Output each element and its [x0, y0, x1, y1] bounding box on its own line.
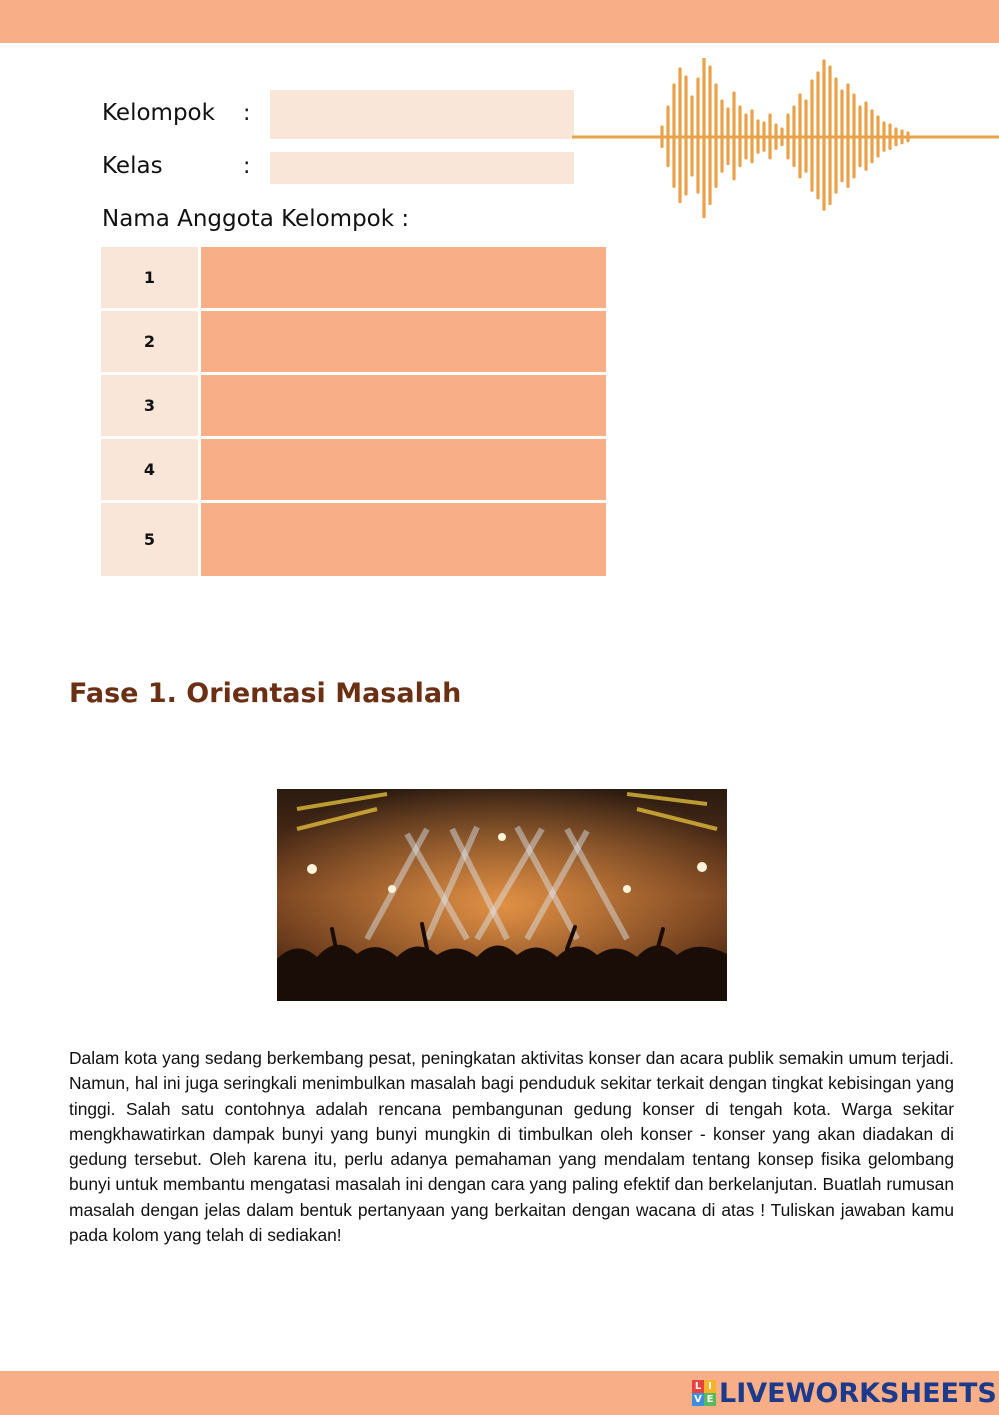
members-table — [101, 247, 606, 579]
phase-title: Fase 1. Orientasi Masalah — [69, 678, 462, 709]
brand-name: LIVEWORKSHEETS — [719, 1377, 997, 1409]
member-row — [101, 247, 606, 308]
member-name-input[interactable] — [201, 375, 606, 436]
class-colon: : — [243, 154, 251, 179]
member-name-input[interactable] — [201, 311, 606, 372]
member-name-input[interactable] — [201, 439, 606, 500]
group-label: Kelompok — [102, 100, 215, 126]
class-label: Kelas — [102, 153, 163, 179]
members-label: Nama Anggota Kelompok : — [102, 206, 410, 232]
liveworksheets-icon — [692, 1380, 716, 1406]
member-name-input[interactable] — [201, 503, 606, 576]
member-number: 4 — [101, 439, 198, 500]
member-number: 3 — [101, 375, 198, 436]
member-row — [101, 439, 606, 500]
member-number: 5 — [101, 503, 198, 576]
group-colon: : — [243, 101, 251, 126]
member-number: 1 — [101, 247, 198, 308]
liveworksheets-logo — [692, 1377, 997, 1409]
member-number: 2 — [101, 311, 198, 372]
member-row — [101, 375, 606, 436]
logo-letter: E — [704, 1393, 716, 1406]
logo-letter: I — [704, 1380, 716, 1393]
problem-paragraph: Dalam kota yang sedang berkembang pesat, peningkatan aktivitas konser dan acara publik semakin umum terjadi. Namun, hal ini juga seringkali menimbulkan masalah bagi penduduk sekitar terkait dengan tingkat kebisingan yang tinggi. Salah satu contohnya adalah rencana pembangunan gedung konser di tengah kota. Warga sekitar mengkhawatirkan dampak bunyi yang bunyi mungkin di timbulkan oleh konser - konser yang akan diadakan di gedung tersebut. Oleh karena itu, perlu adanya pemahaman yang mendalam tentang konsep fisika gelombang bunyi untuk membantu mengatasi masalah ini dengan cara yang paling efektif dan berkelanjutan. Buatlah rumusan masalah dengan jelas dalam bentuk pertanyaan yang berkaitan dengan wacana di atas ! Tuliskan jawaban kamu pada kolom yang telah di sediakan! — [69, 1048, 954, 1246]
member-row — [101, 311, 606, 372]
concert-stage-image — [277, 789, 727, 1001]
member-name-input[interactable] — [201, 247, 606, 308]
group-input[interactable] — [270, 90, 574, 139]
top-band — [0, 0, 999, 43]
logo-letter: V — [692, 1393, 704, 1406]
member-row — [101, 503, 606, 576]
class-input[interactable] — [270, 152, 574, 184]
logo-letter: L — [692, 1380, 704, 1393]
sound-wave-icon — [572, 58, 999, 248]
